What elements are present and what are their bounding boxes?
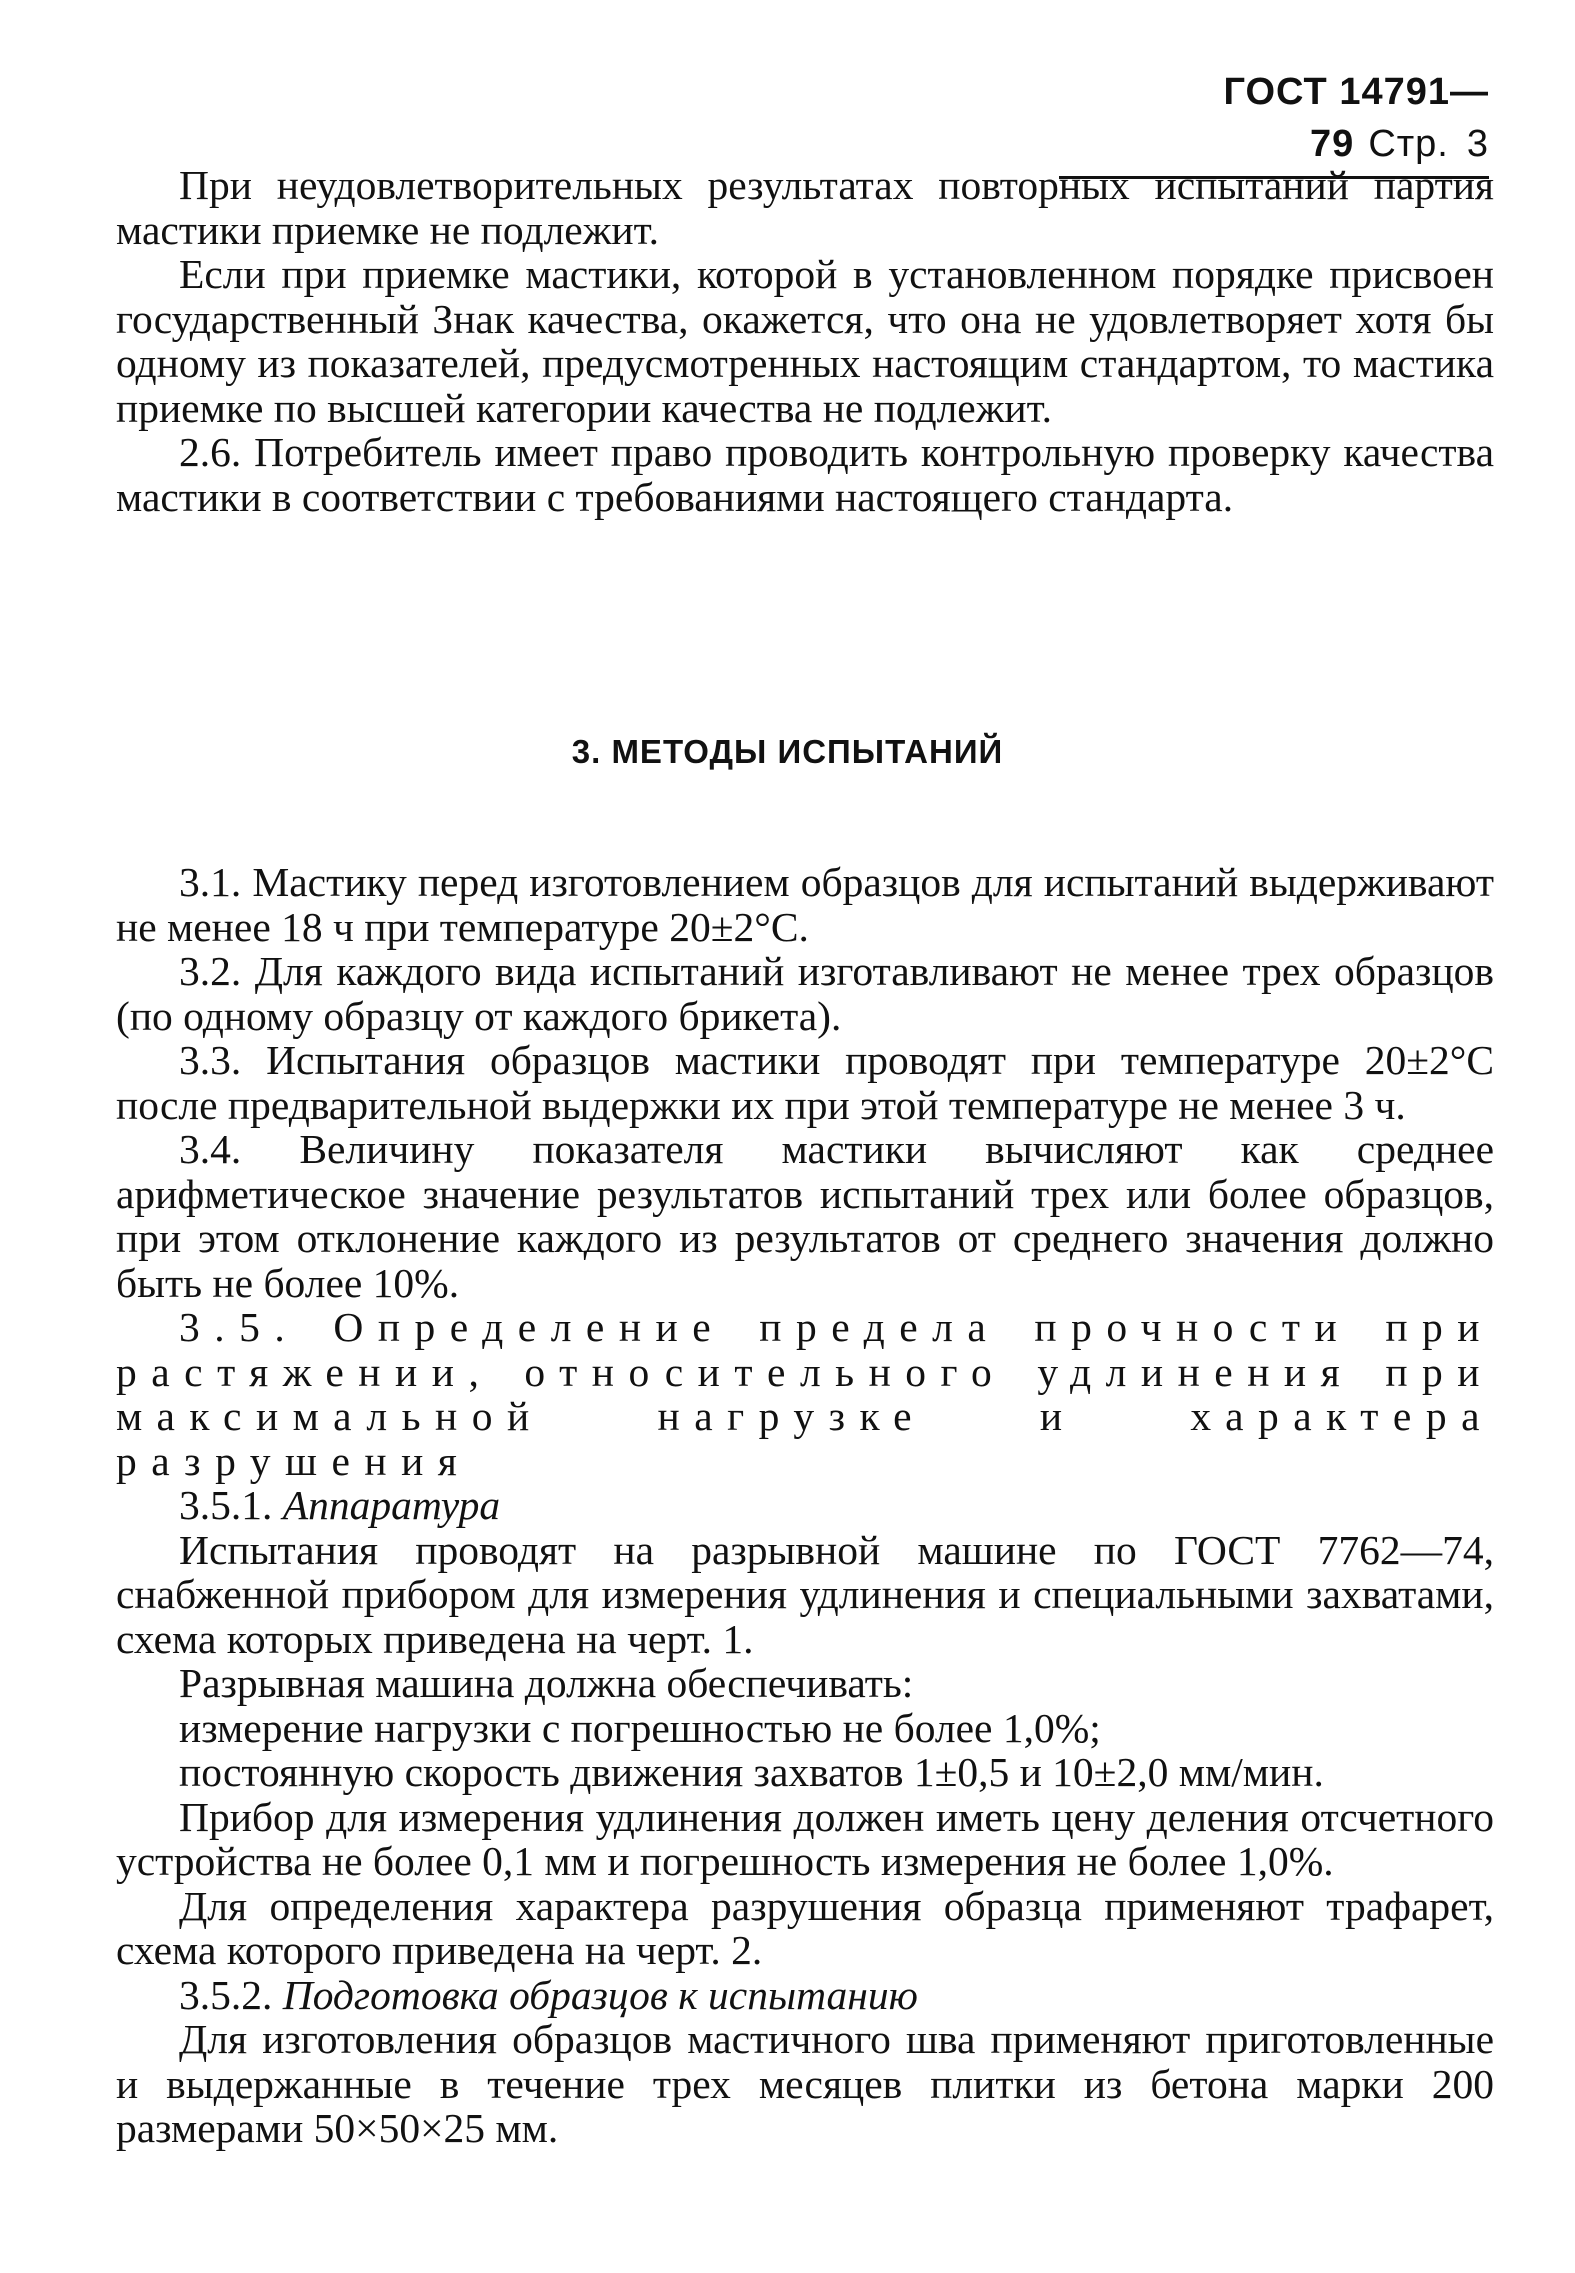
paragraph-device: Прибор для измерения удлинения должен иметь цену деления отсчетного устройства не более 0,1 мм и погрешность измерения не более 1,0%. — [116, 1793, 1494, 1884]
page-number: 3 — [1466, 123, 1489, 165]
paragraph-requirements: Разрывная машина должна обеспечивать: — [179, 1660, 914, 1706]
paragraph-stencil: Для определения характера разрушения образца применяют трафарет, схема которого приведена на черт. 2. — [116, 1882, 1494, 1973]
top-text-block — [116, 163, 1494, 519]
clause-3-5-1-heading — [116, 1483, 1494, 1528]
paragraph-tiles: Для изготовления образцов мастичного шва применяют приготовленные и выдержанные в течение трех месяцев плитки из бетона марки 200 размерами 50×50×25 мм. — [116, 2016, 1494, 2151]
clause-3-5-heading: 3.5. Определение предела прочности при растяжении, относительного удлинения при максимальной нагрузке и характера разрушения — [116, 1304, 1494, 1484]
clause-title: Подготовка образцов к испытанию — [282, 1971, 918, 2018]
standard-number: ГОСТ 14791—79 — [1223, 71, 1489, 165]
section-3-body — [116, 860, 1494, 2151]
requirement-load: измерение нагрузки с погрешностью не более 1,0%; — [179, 1704, 1101, 1751]
paragraph: При неудовлетворительных результатах повторных испытаний партия мастики приемке не подлежит. — [116, 162, 1494, 253]
clause-3-4: 3.4. Величину показателя мастики вычисляют как среднее арифметическое значение результатов испытаний трех или более образцов, при этом отклонение каждого из результатов от среднего значения должно быть не более 10%. — [116, 1126, 1494, 1306]
requirement-speed: постоянную скорость движения захватов 1±0,5 и 10±2,0 мм/мин. — [179, 1749, 1324, 1795]
clause-number: 3.5.1. — [179, 1482, 273, 1528]
paragraph-machine: Испытания проводят на разрывной машине по ГОСТ 7762—74, снабженной прибором для измерения удлинения и специальными захватами, схема которых приведена на черт. 1. — [116, 1526, 1494, 1662]
clause-3-3: 3.3. Испытания образцов мастики проводят при температуре 20±2°С после предварительной выдержки их при этой температуре не менее 3 ч. — [116, 1037, 1494, 1128]
section-title: 3. МЕТОДЫ ИСПЫТАНИЙ — [571, 733, 1004, 770]
paragraph: Если при приемке мастики, которой в установленном порядке присвоен государственный Знак качества, окажется, что она не удовлетворяет хотя бы одному из показателей, предусмотренных настоящим стандартом, то мастика приемке по высшей категории качества не подлежит. — [116, 251, 1494, 431]
paragraph-2-6: 2.6. Потребитель имеет право проводить контрольную проверку качества мастики в соответствии с требованиями настоящего стандарта. — [116, 429, 1494, 520]
clause-3-1: 3.1. Мастику перед изготовлением образцов для испытаний выдерживают не менее 18 ч при температуре 20±2°С. — [116, 859, 1494, 950]
page-label: Стр. — [1368, 123, 1449, 165]
clause-3-5-2-heading — [116, 1973, 1494, 2018]
clause-number: 3.5.2. — [179, 1971, 273, 2018]
clause-title: Аппаратура — [282, 1482, 501, 1528]
clause-3-2: 3.2. Для каждого вида испытаний изготавливают не менее трех образцов (по одному образцу от каждого брикета). — [116, 948, 1494, 1039]
